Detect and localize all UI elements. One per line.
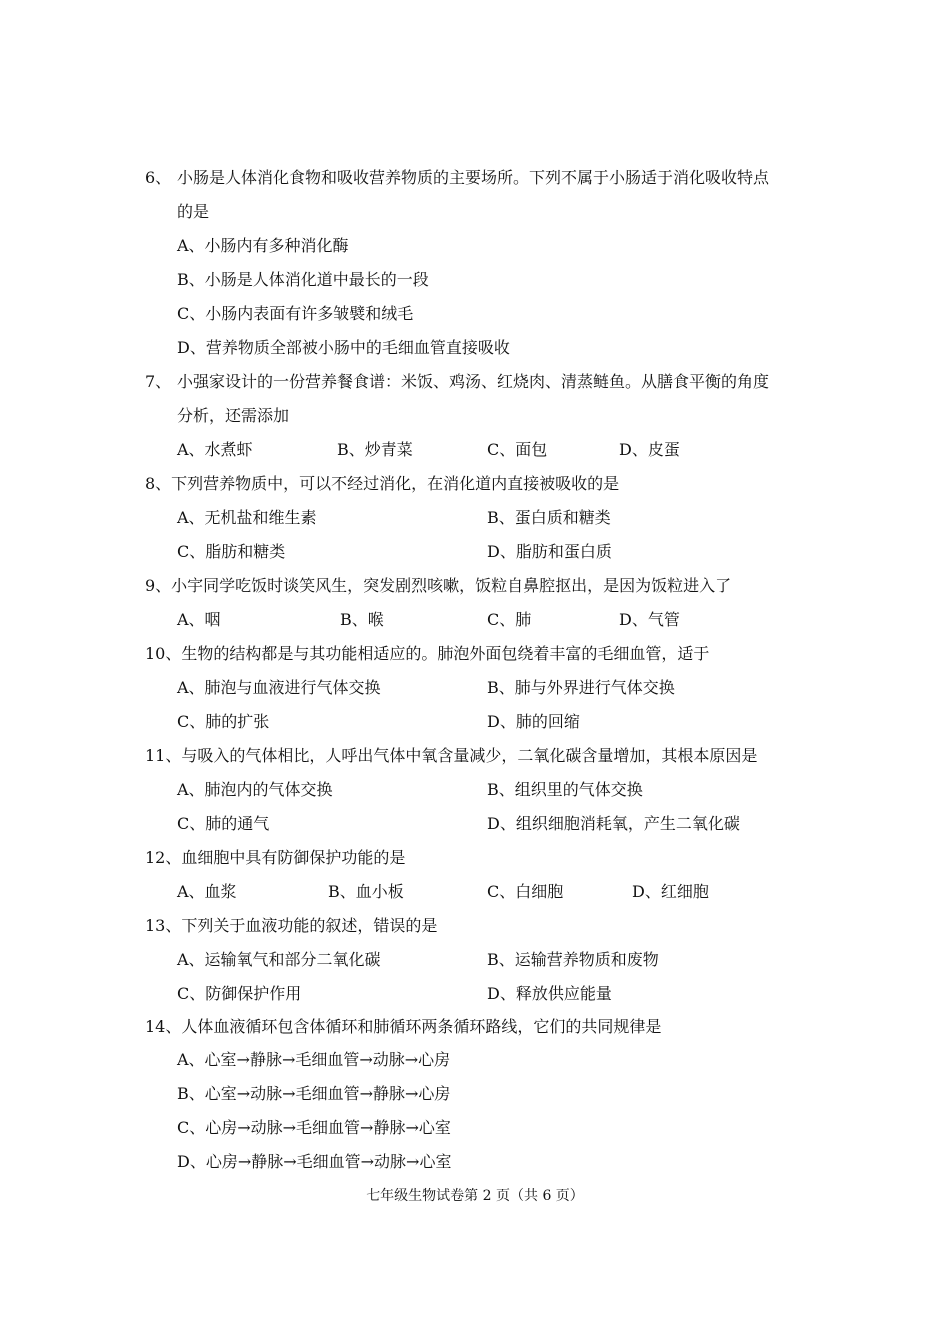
- option-c: C、小肠内表面有许多皱襞和绒毛: [177, 304, 414, 323]
- option-b: B、小肠是人体消化道中最长的一段: [177, 270, 429, 289]
- option-a: A、血浆: [177, 882, 237, 901]
- option-d: D、释放供应能量: [487, 984, 612, 1003]
- question-stem: 14、人体血液循环包含体循环和肺循环两条循环路线，它们的共同规律是: [145, 1017, 662, 1036]
- option-c: C、防御保护作用: [177, 984, 302, 1003]
- option-b: B、运输营养物质和废物: [487, 950, 659, 969]
- option-d: D、心房→静脉→毛细血管→动脉→心室: [177, 1152, 452, 1171]
- option-b: B、肺与外界进行气体交换: [487, 678, 675, 697]
- question-stem: 小肠是人体消化食物和吸收营养物质的主要场所。下列不属于小肠适于消化吸收特点: [177, 168, 770, 187]
- option-b: B、血小板: [328, 882, 404, 901]
- option-a: A、肺泡内的气体交换: [177, 780, 333, 799]
- option-d: D、组织细胞消耗氧，产生二氧化碳: [487, 814, 740, 833]
- option-d: D、红细胞: [632, 882, 709, 901]
- question-stem: 12、血细胞中具有防御保护功能的是: [145, 848, 406, 867]
- question-number: 6、: [145, 168, 172, 187]
- option-c: C、脂肪和糖类: [177, 542, 286, 561]
- question-stem: 13、下列关于血液功能的叙述，错误的是: [145, 916, 438, 935]
- option-a: A、肺泡与血液进行气体交换: [177, 678, 381, 697]
- option-c: C、肺的通气: [177, 814, 270, 833]
- option-c: C、肺: [487, 610, 532, 629]
- option-b: B、炒青菜: [337, 440, 413, 459]
- option-d: D、脂肪和蛋白质: [487, 542, 612, 561]
- option-d: D、营养物质全部被小肠中的毛细血管直接吸收: [177, 338, 510, 357]
- question-stem-continued: 分析，还需添加: [177, 406, 290, 425]
- option-b: B、心室→动脉→毛细血管→静脉→心房: [177, 1084, 451, 1103]
- option-d: D、气管: [619, 610, 680, 629]
- page-footer: 七年级生物试卷第 2 页（共 6 页）: [366, 1188, 584, 1204]
- question-stem: 11、与吸入的气体相比，人呼出气体中氧含量减少，二氧化碳含量增加，其根本原因是: [145, 746, 758, 765]
- option-d: D、肺的回缩: [487, 712, 580, 731]
- option-c: C、心房→动脉→毛细血管→静脉→心室: [177, 1118, 451, 1137]
- question-stem: 小强家设计的一份营养餐食谱：米饭、鸡汤、红烧肉、清蒸鲢鱼。从膳食平衡的角度: [177, 372, 770, 391]
- option-a: A、小肠内有多种消化酶: [177, 236, 349, 255]
- question-stem-continued: 的是: [177, 202, 210, 221]
- option-b: B、喉: [340, 610, 384, 629]
- question-stem: 9、小宇同学吃饭时谈笑风生，突发剧烈咳嗽，饭粒自鼻腔抠出，是因为饭粒进入了: [145, 576, 732, 595]
- option-b: B、组织里的气体交换: [487, 780, 643, 799]
- question-number: 7、: [145, 372, 172, 391]
- option-c: C、肺的扩张: [177, 712, 270, 731]
- question-stem: 8、下列营养物质中，可以不经过消化，在消化道内直接被吸收的是: [145, 474, 620, 493]
- option-a: A、水煮虾: [177, 440, 253, 459]
- option-d: D、皮蛋: [619, 440, 680, 459]
- option-b: B、蛋白质和糖类: [487, 508, 611, 527]
- option-a: A、运输氧气和部分二氧化碳: [177, 950, 381, 969]
- option-a: A、无机盐和维生素: [177, 508, 317, 527]
- option-c: C、面包: [487, 440, 548, 459]
- option-c: C、白细胞: [487, 882, 564, 901]
- option-a: A、咽: [177, 610, 221, 629]
- question-stem: 10、生物的结构都是与其功能相适应的。肺泡外面包绕着丰富的毛细血管，适于: [145, 644, 710, 663]
- option-a: A、心室→静脉→毛细血管→动脉→心房: [177, 1050, 451, 1069]
